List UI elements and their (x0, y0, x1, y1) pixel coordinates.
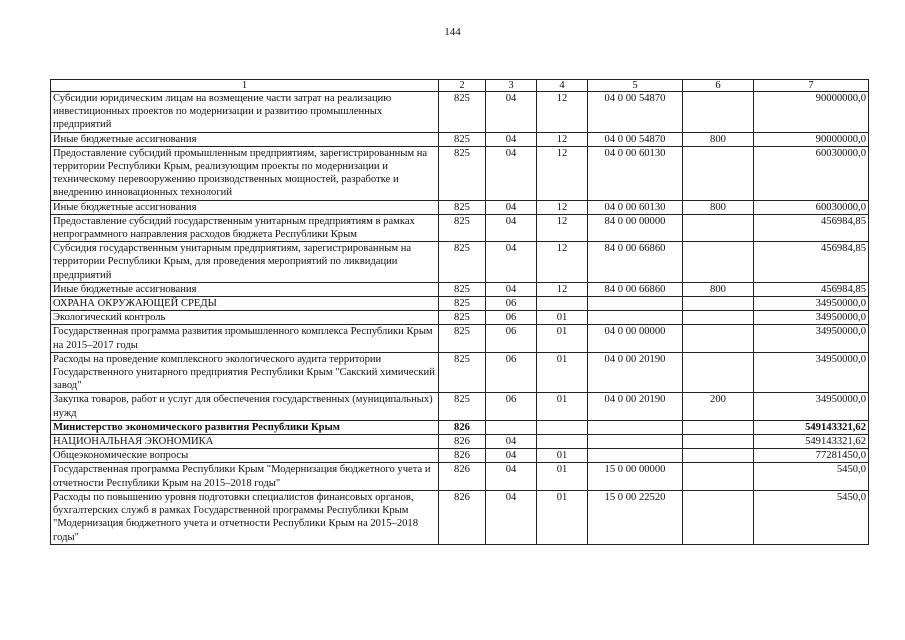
row-name: ОХРАНА ОКРУЖАЮЩЕЙ СРЕДЫ (51, 297, 439, 311)
target-article-code: 15 0 00 00000 (588, 463, 683, 490)
section-code: 04 (486, 200, 537, 214)
table-body (51, 92, 869, 545)
ministry-code: 825 (439, 393, 486, 420)
section-code: 04 (486, 282, 537, 296)
ministry-code: 826 (439, 490, 486, 544)
ministry-code: 825 (439, 146, 486, 200)
expense-type-code (683, 242, 754, 283)
subsection-code: 12 (537, 200, 588, 214)
column-header: 2 (439, 80, 486, 92)
amount: 456984,85 (754, 282, 869, 296)
ministry-code: 825 (439, 297, 486, 311)
target-article-code (588, 435, 683, 449)
expense-type-code (683, 214, 754, 241)
table-row (51, 435, 869, 449)
expense-type-code (683, 463, 754, 490)
section-code: 04 (486, 242, 537, 283)
target-article-code (588, 420, 683, 434)
subsection-code (537, 420, 588, 434)
row-name: Иные бюджетные ассигнования (51, 282, 439, 296)
ministry-code: 825 (439, 311, 486, 325)
expense-type-code (683, 352, 754, 393)
expense-type-code: 800 (683, 132, 754, 146)
header-row (51, 80, 869, 92)
subsection-code: 01 (537, 393, 588, 420)
table-row (51, 490, 869, 544)
expense-type-code (683, 435, 754, 449)
target-article-code: 04 0 00 00000 (588, 325, 683, 352)
ministry-code: 825 (439, 92, 486, 133)
amount: 549143321,62 (754, 420, 869, 434)
ministry-code: 826 (439, 435, 486, 449)
expense-type-code (683, 92, 754, 133)
row-name: Закупка товаров, работ и услуг для обеспечения государственных (муниципальных) нужд (51, 393, 439, 420)
amount: 5450,0 (754, 490, 869, 544)
section-code: 04 (486, 449, 537, 463)
expense-type-code: 800 (683, 282, 754, 296)
amount: 34950000,0 (754, 325, 869, 352)
ministry-code: 826 (439, 463, 486, 490)
section-code: 04 (486, 435, 537, 449)
target-article-code: 84 0 00 66860 (588, 282, 683, 296)
expense-type-code (683, 311, 754, 325)
subsection-code: 01 (537, 352, 588, 393)
subsection-code: 12 (537, 132, 588, 146)
row-name: НАЦИОНАЛЬНАЯ ЭКОНОМИКА (51, 435, 439, 449)
target-article-code: 04 0 00 60130 (588, 200, 683, 214)
row-name: Расходы по повышению уровня подготовки специалистов финансовых органов, бухгалтерских служб в рамках Государственной программы Республики Крым "Модернизация бюджетного учета и отчетности Республики Крым на 2015–2018 годы" (51, 490, 439, 544)
column-header: 3 (486, 80, 537, 92)
ministry-code: 825 (439, 132, 486, 146)
table-row (51, 463, 869, 490)
amount: 90000000,0 (754, 132, 869, 146)
table-row (51, 297, 869, 311)
row-name: Государственная программа развития промышленного комплекса Республики Крым на 2015–2017 годы (51, 325, 439, 352)
expense-type-code (683, 490, 754, 544)
subsection-code: 12 (537, 146, 588, 200)
expense-type-code (683, 146, 754, 200)
column-header: 4 (537, 80, 588, 92)
section-code: 06 (486, 352, 537, 393)
subsection-code: 12 (537, 214, 588, 241)
amount: 34950000,0 (754, 311, 869, 325)
ministry-code: 825 (439, 214, 486, 241)
ministry-code: 825 (439, 282, 486, 296)
row-name: Субсидии юридическим лицам на возмещение части затрат на реализацию инвестиционных проектов по модернизации и развитию промышленных предприятий (51, 92, 439, 133)
subsection-code: 12 (537, 242, 588, 283)
subsection-code: 01 (537, 311, 588, 325)
table-row (51, 325, 869, 352)
table-row (51, 449, 869, 463)
ministry-code: 825 (439, 200, 486, 214)
target-article-code (588, 297, 683, 311)
section-code (486, 420, 537, 434)
section-code: 04 (486, 463, 537, 490)
table-row (51, 352, 869, 393)
subsection-code: 01 (537, 463, 588, 490)
target-article-code: 04 0 00 20190 (588, 393, 683, 420)
target-article-code: 04 0 00 54870 (588, 132, 683, 146)
amount: 456984,85 (754, 214, 869, 241)
section-code: 04 (486, 146, 537, 200)
target-article-code: 15 0 00 22520 (588, 490, 683, 544)
amount: 34950000,0 (754, 352, 869, 393)
amount: 549143321,62 (754, 435, 869, 449)
target-article-code: 04 0 00 60130 (588, 146, 683, 200)
page-number: 144 (444, 26, 461, 38)
expense-type-code (683, 449, 754, 463)
table-row (51, 242, 869, 283)
ministry-code: 825 (439, 242, 486, 283)
amount: 60030000,0 (754, 146, 869, 200)
amount: 60030000,0 (754, 200, 869, 214)
table-row (51, 200, 869, 214)
amount: 5450,0 (754, 463, 869, 490)
subsection-code: 01 (537, 490, 588, 544)
budget-table (50, 79, 869, 545)
row-name: Расходы на проведение комплексного экологического аудита территории Государственного унитарного предприятия Республики Крым "Сакский химический завод" (51, 352, 439, 393)
table-row (51, 214, 869, 241)
expense-type-code: 200 (683, 393, 754, 420)
row-name: Субсидия государственным унитарным предприятиям, зарегистрированным на территории Республики Крым, для проведения мероприятий по ликвидации предприятий (51, 242, 439, 283)
row-name: Иные бюджетные ассигнования (51, 132, 439, 146)
section-code: 04 (486, 214, 537, 241)
ministry-code: 825 (439, 352, 486, 393)
row-name: Предоставление субсидий государственным унитарным предприятиям в рамках непрограммного направления расходов бюджета Республики Крым (51, 214, 439, 241)
row-name: Экологический контроль (51, 311, 439, 325)
row-name: Предоставление субсидий промышленным предприятиям, зарегистрированным на территории Республики Крым, реализующим проекты по модернизации и техническому перевооружению производственных мощностей, разработке и внедрению инновационных технологий (51, 146, 439, 200)
section-code: 06 (486, 297, 537, 311)
row-name: Государственная программа Республики Крым "Модернизация бюджетного учета и отчетности Республики Крым на 2015–2018 годы" (51, 463, 439, 490)
section-code: 06 (486, 393, 537, 420)
amount: 34950000,0 (754, 297, 869, 311)
section-code: 06 (486, 325, 537, 352)
table-row (51, 282, 869, 296)
target-article-code (588, 311, 683, 325)
subsection-code (537, 297, 588, 311)
expense-type-code (683, 297, 754, 311)
row-name: Общеэкономические вопросы (51, 449, 439, 463)
amount: 34950000,0 (754, 393, 869, 420)
column-header: 1 (51, 80, 439, 92)
target-article-code: 84 0 00 00000 (588, 214, 683, 241)
table-row (51, 420, 869, 434)
ministry-code: 825 (439, 325, 486, 352)
subsection-code: 12 (537, 92, 588, 133)
target-article-code: 04 0 00 54870 (588, 92, 683, 133)
subsection-code (537, 435, 588, 449)
target-article-code: 84 0 00 66860 (588, 242, 683, 283)
target-article-code (588, 449, 683, 463)
column-header: 6 (683, 80, 754, 92)
ministry-code: 826 (439, 449, 486, 463)
expense-type-code: 800 (683, 200, 754, 214)
column-header: 5 (588, 80, 683, 92)
target-article-code: 04 0 00 20190 (588, 352, 683, 393)
ministry-code: 826 (439, 420, 486, 434)
table-row (51, 92, 869, 133)
table-row (51, 311, 869, 325)
section-code: 06 (486, 311, 537, 325)
column-header: 7 (754, 80, 869, 92)
expense-type-code (683, 325, 754, 352)
table-row (51, 132, 869, 146)
row-name: Министерство экономического развития Республики Крым (51, 420, 439, 434)
subsection-code: 01 (537, 325, 588, 352)
amount: 90000000,0 (754, 92, 869, 133)
table-row (51, 146, 869, 200)
row-name: Иные бюджетные ассигнования (51, 200, 439, 214)
subsection-code: 01 (537, 449, 588, 463)
amount: 77281450,0 (754, 449, 869, 463)
section-code: 04 (486, 92, 537, 133)
expense-type-code (683, 420, 754, 434)
subsection-code: 12 (537, 282, 588, 296)
section-code: 04 (486, 490, 537, 544)
table-row (51, 393, 869, 420)
amount: 456984,85 (754, 242, 869, 283)
section-code: 04 (486, 132, 537, 146)
